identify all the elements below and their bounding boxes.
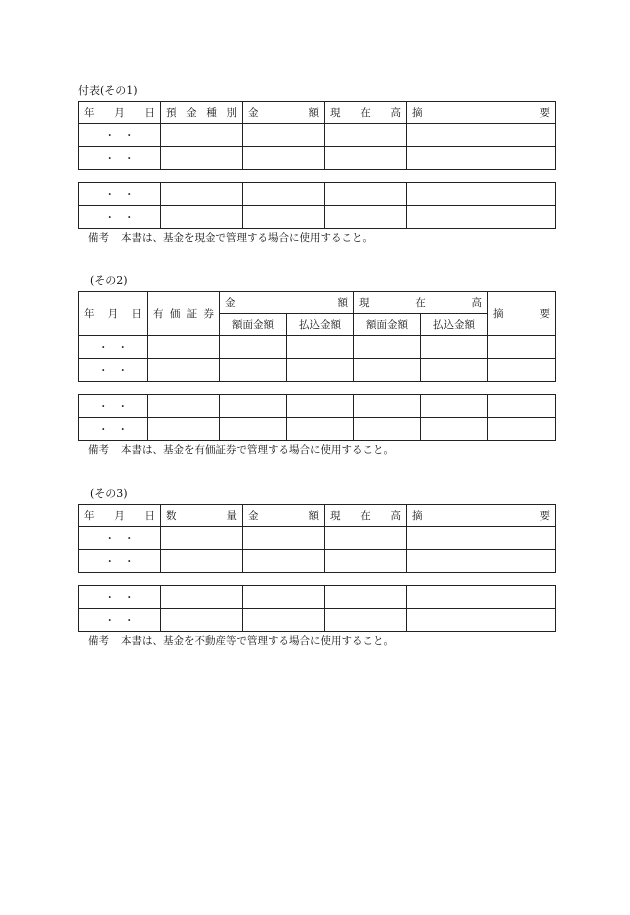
section-cash	[78, 84, 555, 245]
note-text: 本書は、基金を不動産等で管理する場合に使用すること。	[121, 635, 394, 647]
header-face-value: 額面金額	[354, 314, 421, 336]
amount-cell[interactable]	[243, 609, 325, 632]
header-remarks: 摘 要	[488, 292, 556, 336]
note-label: 備考	[88, 635, 109, 647]
header-balance: 現 在 高	[325, 102, 407, 124]
header-paid-amount: 払込金額	[287, 314, 354, 336]
header-amount: 金 額	[220, 292, 354, 314]
header-date: 年 月 日	[79, 102, 161, 124]
paid-amount-cell[interactable]	[287, 395, 354, 418]
note	[88, 634, 555, 648]
balance-cell[interactable]	[325, 147, 407, 170]
security-cell[interactable]	[148, 418, 220, 441]
section-real-estate	[78, 487, 555, 648]
table-row	[79, 147, 556, 170]
face-value-cell[interactable]	[220, 395, 287, 418]
table-row	[79, 124, 556, 147]
header-paid-amount: 払込金額	[421, 314, 488, 336]
remarks-cell[interactable]	[488, 336, 556, 359]
date-cell[interactable]: ・ ・	[79, 206, 161, 229]
note-text: 本書は、基金を現金で管理する場合に使用すること。	[121, 232, 373, 244]
face-value-cell[interactable]	[354, 395, 421, 418]
remarks-cell[interactable]	[407, 609, 556, 632]
note-label: 備考	[88, 232, 109, 244]
quantity-cell[interactable]	[161, 609, 243, 632]
quantity-cell[interactable]	[161, 586, 243, 609]
header-balance: 現 在 高	[354, 292, 488, 314]
remarks-cell[interactable]	[488, 395, 556, 418]
section-securities	[78, 274, 555, 457]
header-balance: 現 在 高	[325, 505, 407, 527]
table-row	[79, 359, 556, 382]
paid-amount-cell[interactable]	[287, 418, 354, 441]
remarks-cell[interactable]	[407, 183, 556, 206]
date-cell[interactable]: ・ ・	[79, 336, 148, 359]
header-remarks: 摘 要	[407, 505, 556, 527]
header-deposit-type: 預 金 種 別	[161, 102, 243, 124]
securities-ledger-continuation	[78, 394, 556, 441]
face-value-cell[interactable]	[220, 359, 287, 382]
face-value-cell[interactable]	[354, 418, 421, 441]
table-row	[79, 336, 556, 359]
security-cell[interactable]	[148, 336, 220, 359]
date-cell[interactable]: ・ ・	[79, 609, 161, 632]
header-face-value: 額面金額	[220, 314, 287, 336]
amount-cell[interactable]	[243, 550, 325, 573]
amount-cell[interactable]	[243, 206, 325, 229]
header-security: 有 価 証 券	[148, 292, 220, 336]
remarks-cell[interactable]	[407, 586, 556, 609]
header-row	[79, 505, 556, 527]
table-row	[79, 395, 556, 418]
balance-cell[interactable]	[325, 206, 407, 229]
balance-cell[interactable]	[325, 124, 407, 147]
note	[88, 231, 555, 245]
quantity-cell[interactable]	[161, 527, 243, 550]
header-amount: 金 額	[243, 505, 325, 527]
deposit-type-cell[interactable]	[161, 183, 243, 206]
balance-cell[interactable]	[325, 586, 407, 609]
security-cell[interactable]	[148, 395, 220, 418]
remarks-cell[interactable]	[407, 527, 556, 550]
amount-cell[interactable]	[243, 124, 325, 147]
header-date: 年 月 日	[79, 505, 161, 527]
face-value-cell[interactable]	[220, 418, 287, 441]
table-row	[79, 206, 556, 229]
face-value-cell[interactable]	[354, 359, 421, 382]
header-amount: 金 額	[243, 102, 325, 124]
section-title: (その2)	[90, 274, 128, 287]
section-title: (その3)	[90, 487, 128, 500]
cash-ledger-table	[78, 101, 556, 170]
header-row	[79, 102, 556, 124]
paid-amount-cell[interactable]	[287, 359, 354, 382]
quantity-cell[interactable]	[161, 550, 243, 573]
paid-amount-cell[interactable]	[421, 395, 488, 418]
security-cell[interactable]	[148, 359, 220, 382]
face-value-cell[interactable]	[354, 336, 421, 359]
cash-ledger-continuation	[78, 182, 556, 229]
date-cell[interactable]: ・ ・	[79, 359, 148, 382]
remarks-cell[interactable]	[407, 124, 556, 147]
header-row	[79, 292, 556, 314]
balance-cell[interactable]	[325, 183, 407, 206]
header-quantity: 数 量	[161, 505, 243, 527]
real-estate-ledger-table	[78, 504, 556, 573]
paid-amount-cell[interactable]	[287, 336, 354, 359]
balance-cell[interactable]	[325, 609, 407, 632]
header-date: 年 月 日	[79, 292, 148, 336]
date-cell[interactable]: ・ ・	[79, 527, 161, 550]
deposit-type-cell[interactable]	[161, 124, 243, 147]
header-remarks: 摘 要	[407, 102, 556, 124]
date-cell[interactable]: ・ ・	[79, 550, 161, 573]
remarks-cell[interactable]	[407, 206, 556, 229]
deposit-type-cell[interactable]	[161, 147, 243, 170]
table-row	[79, 418, 556, 441]
amount-cell[interactable]	[243, 527, 325, 550]
deposit-type-cell[interactable]	[161, 206, 243, 229]
remarks-cell[interactable]	[407, 147, 556, 170]
table-row	[79, 527, 556, 550]
note-text: 本書は、基金を有価証券で管理する場合に使用すること。	[121, 444, 394, 456]
date-cell[interactable]: ・ ・	[79, 418, 148, 441]
paid-amount-cell[interactable]	[421, 359, 488, 382]
remarks-cell[interactable]	[488, 359, 556, 382]
remarks-cell[interactable]	[488, 418, 556, 441]
table-row	[79, 609, 556, 632]
date-cell[interactable]: ・ ・	[79, 147, 161, 170]
balance-cell[interactable]	[325, 527, 407, 550]
remarks-cell[interactable]	[407, 550, 556, 573]
section-title: 付表(その1)	[78, 84, 138, 97]
note	[88, 443, 555, 457]
face-value-cell[interactable]	[220, 336, 287, 359]
table-row	[79, 550, 556, 573]
date-cell[interactable]: ・ ・	[79, 124, 161, 147]
balance-cell[interactable]	[325, 550, 407, 573]
table-row	[79, 586, 556, 609]
amount-cell[interactable]	[243, 586, 325, 609]
date-cell[interactable]: ・ ・	[79, 183, 161, 206]
amount-cell[interactable]	[243, 183, 325, 206]
table-row	[79, 183, 556, 206]
date-cell[interactable]: ・ ・	[79, 586, 161, 609]
amount-cell[interactable]	[243, 147, 325, 170]
real-estate-ledger-continuation	[78, 585, 556, 632]
date-cell[interactable]: ・ ・	[79, 395, 148, 418]
paid-amount-cell[interactable]	[421, 336, 488, 359]
note-label: 備考	[88, 444, 109, 456]
securities-ledger-table	[78, 291, 556, 382]
paid-amount-cell[interactable]	[421, 418, 488, 441]
